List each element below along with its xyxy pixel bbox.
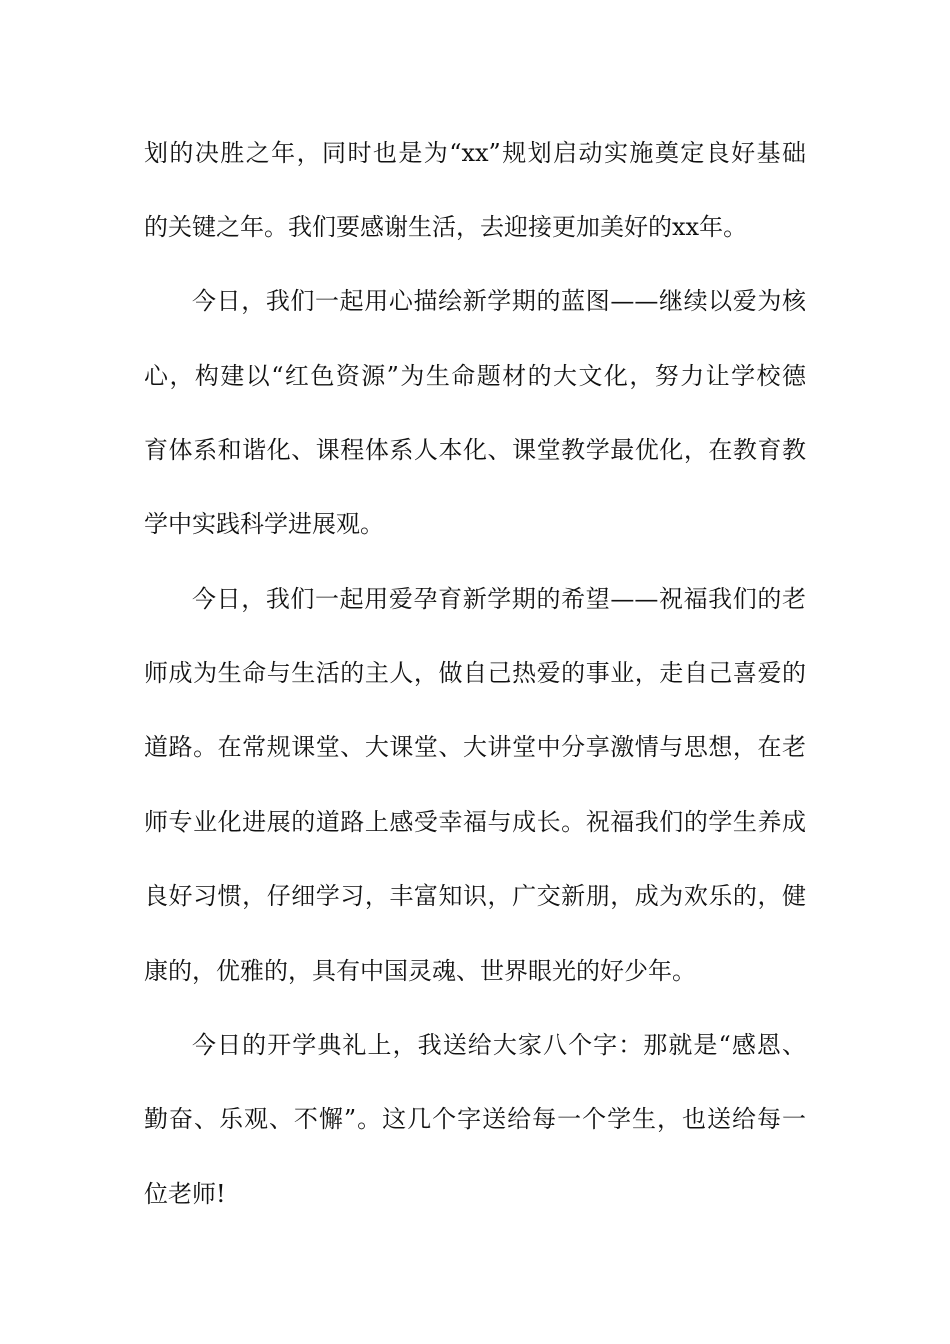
text-line: 位老师!: [144, 1180, 226, 1208]
text-line: 学中实践科学进展观。: [144, 510, 384, 538]
text-line: 康的，优雅的，具有中国灵魂、世界眼光的好少年。: [144, 957, 696, 985]
text-line: 划的决胜之年，同时也是为“xx”规划启动实施奠定良好基础: [144, 139, 806, 167]
text-line: 今日，我们一起用心描绘新学期的蓝图——继续以爱为核: [192, 287, 806, 315]
text-line: 道路。在常规课堂、大课堂、大讲堂中分享激情与思想，在老: [144, 733, 806, 761]
text-line: 今日的开学典礼上，我送给大家八个字：那就是“感恩、: [192, 1031, 806, 1059]
text-line: 心，构建以“红色资源”为生命题材的大文化，努力让学校德: [144, 362, 806, 390]
text-line: 今日，我们一起用爱孕育新学期的希望——祝福我们的老: [192, 585, 806, 613]
text-line: 师专业化进展的道路上感受幸福与成长。祝福我们的学生养成: [144, 808, 806, 836]
text-line: 勤奋、乐观、不懈”。这几个字送给每一个学生，也送给每一: [144, 1105, 806, 1133]
text-line: 的关键之年。我们要感谢生活，去迎接更加美好的xx年。: [144, 213, 748, 241]
text-line: 育体系和谐化、课程体系人本化、课堂教学最优化，在教育教: [144, 436, 806, 464]
text-line: 师成为生命与生活的主人，做自己热爱的事业，走自己喜爱的: [144, 659, 806, 687]
text-line: 良好习惯，仔细学习，丰富知识，广交新朋，成为欢乐的，健: [144, 882, 806, 910]
